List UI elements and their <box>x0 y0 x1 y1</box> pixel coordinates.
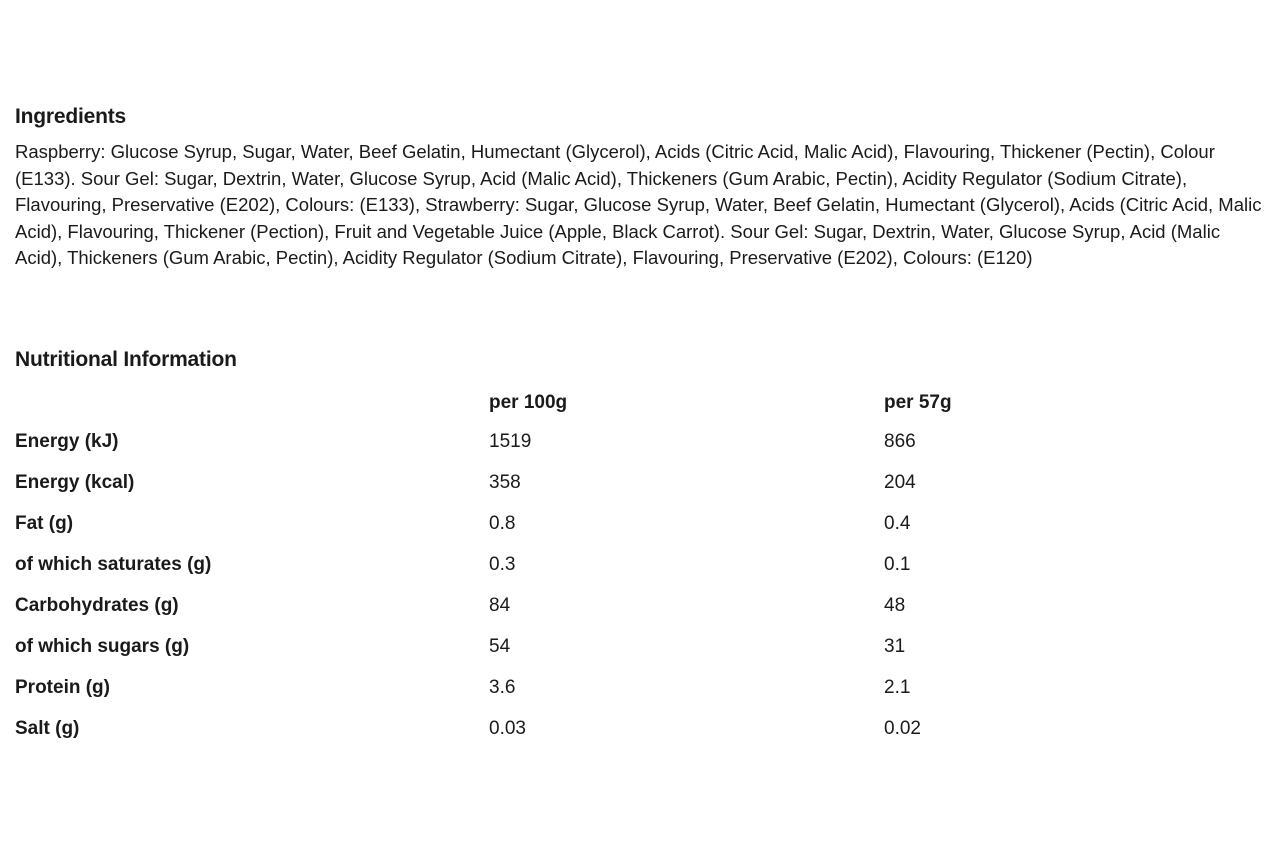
table-row <box>15 708 1184 749</box>
per-100g-value: 358 <box>489 472 521 494</box>
per-100g-value: 0.8 <box>489 513 516 535</box>
ingredients-heading: Ingredients <box>15 105 126 128</box>
ingredients-text: Raspberry: Glucose Syrup, Sugar, Water, Beef Gelatin, Humectant (Glycerol), Acids (Citric Acid, Malic Acid), Flavouring, Thickener (Pectin), Colour (E133). Sour Gel: Sugar, Dextrin, Water, Glucose Syrup, Acid (Malic Acid), Thickeners (Gum Arabic, Pectin), Acidity Regulator (Sodium Citrate), Flavouring, Preservative (E202), Colours: (E133), Strawberry: Sugar, Glucose Syrup, Water, Beef Gelatin, Humectant (Glycerol), Acids (Citric Acid, Malic Acid), Flavouring, Thickener (Pection), Fruit and Vegetable Juice (Apple, Black Carrot). Sour Gel: Sugar, Dextrin, Water, Glucose Syrup, Acid (Malic Acid), Thickeners (Gum Arabic, Pectin), Acidity Regulator (Sodium Citrate), Flavouring, Preservative (E202), Colours: (E120) <box>15 141 1262 269</box>
per-100g-column-header: per 100g <box>489 392 568 413</box>
nutrition-heading: Nutritional Information <box>15 348 237 371</box>
per-100g-value: 54 <box>489 635 511 657</box>
per-57g-value: 204 <box>884 472 916 494</box>
per-100g-value: 0.03 <box>489 717 526 739</box>
nutrition-table-header-row <box>15 384 1184 422</box>
nutrient-label: Carbohydrates (g) <box>15 595 179 616</box>
nutrient-label: Fat (g) <box>15 513 74 535</box>
per-100g-value: 0.3 <box>489 554 516 576</box>
nutrient-label: Energy (kcal) <box>15 472 135 494</box>
per-57g-column-header: per 57g <box>884 392 952 413</box>
nutrient-label: Protein (g) <box>15 676 110 698</box>
nutrient-label: Energy (kJ) <box>15 431 119 453</box>
nutrient-column-header <box>15 384 489 422</box>
per-57g-value: 31 <box>884 635 906 657</box>
table-row <box>15 545 1184 586</box>
per-57g-value: 0.1 <box>884 554 911 576</box>
per-57g-value: 0.02 <box>884 717 921 739</box>
table-row <box>15 463 1184 504</box>
nutrition-table <box>15 384 1184 749</box>
per-100g-value: 84 <box>489 595 511 616</box>
per-100g-value: 3.6 <box>489 676 516 698</box>
per-100g-value: 1519 <box>489 431 532 453</box>
table-row <box>15 667 1184 708</box>
table-row <box>15 586 1184 627</box>
table-row <box>15 626 1184 667</box>
nutrient-label: of which saturates (g) <box>15 554 212 576</box>
per-57g-value: 2.1 <box>884 676 911 698</box>
per-57g-value: 48 <box>884 595 906 616</box>
table-row <box>15 504 1184 545</box>
per-57g-value: 0.4 <box>884 513 911 535</box>
nutrient-label: of which sugars (g) <box>15 635 190 657</box>
table-row <box>15 422 1184 463</box>
nutrient-label: Salt (g) <box>15 717 80 739</box>
per-57g-value: 866 <box>884 431 916 453</box>
